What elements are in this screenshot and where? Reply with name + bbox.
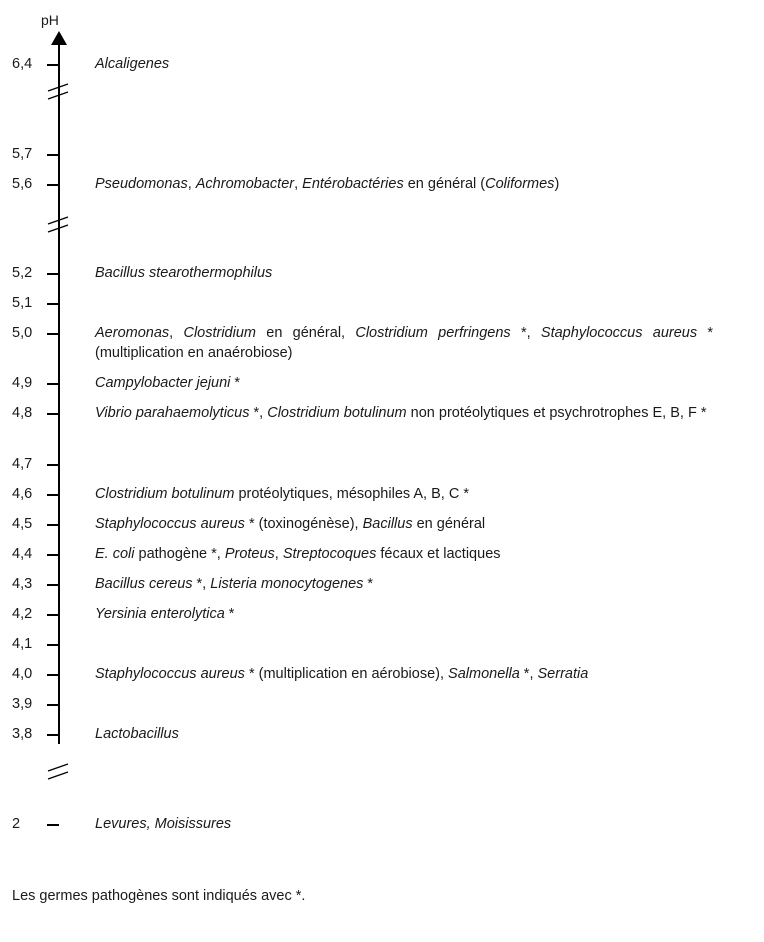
entry-text: *, xyxy=(519,666,538,682)
organism-name: Vibrio parahaemolyticus xyxy=(95,405,250,421)
organism-name: Listeria monocytogenes xyxy=(210,576,364,592)
tick-mark xyxy=(47,273,59,275)
entry-text: *, xyxy=(192,576,211,592)
organism-entry xyxy=(95,514,713,534)
tick-mark xyxy=(47,184,59,186)
tick-mark xyxy=(47,704,59,706)
organism-entry xyxy=(95,664,713,684)
axis-title: pH xyxy=(41,12,59,28)
organism-entry xyxy=(95,174,713,194)
entry-text: ) xyxy=(554,176,560,192)
organism-entry xyxy=(95,544,713,564)
tick-mark xyxy=(47,154,59,156)
organism-name: E. coli xyxy=(95,546,135,562)
organism-entry xyxy=(95,373,713,393)
organism-entry xyxy=(95,574,713,594)
tick-label: 4,5 xyxy=(12,516,33,532)
organism-name: Coliformes xyxy=(485,176,555,192)
tick-label: 4,2 xyxy=(12,606,33,622)
organism-name: Yersinia enterolytica xyxy=(95,606,225,622)
organism-name: Alcaligenes xyxy=(95,56,170,72)
tick-mark xyxy=(47,333,59,335)
entry-text: fécaux et lactiques xyxy=(376,546,501,562)
organism-entry xyxy=(95,484,713,504)
tick-mark xyxy=(47,464,59,466)
organism-entry xyxy=(95,323,713,363)
tick-mark xyxy=(47,584,59,586)
tick-mark xyxy=(47,824,59,826)
organism-name: Achromobacter xyxy=(195,176,295,192)
organism-name: Clostridium botulinum xyxy=(95,486,235,502)
tick-mark xyxy=(47,64,59,66)
tick-label: 4,4 xyxy=(12,546,33,562)
tick-mark xyxy=(47,644,59,646)
tick-mark xyxy=(47,734,59,736)
entry-text: , xyxy=(187,176,196,192)
tick-label: 5,6 xyxy=(12,176,33,192)
axis-break-icon xyxy=(46,83,70,101)
axis-arrow-icon xyxy=(51,31,67,45)
tick-label: 4,1 xyxy=(12,636,33,652)
entry-text: * xyxy=(230,375,241,391)
organism-name: Bacillus stearothermophilus xyxy=(95,265,273,281)
entry-text: en général, xyxy=(255,325,356,341)
entry-text: * (toxinogénèse), xyxy=(244,516,363,532)
entry-text: * xyxy=(224,606,235,622)
organism-name: Clostridium perfringens xyxy=(355,325,511,341)
tick-mark xyxy=(47,554,59,556)
tick-mark xyxy=(47,674,59,676)
tick-label: 4,0 xyxy=(12,666,33,682)
organism-name: Clostridium xyxy=(183,325,256,341)
organism-name: Pseudomonas xyxy=(95,176,188,192)
organism-name: Salmonella xyxy=(448,666,520,682)
organism-entry xyxy=(95,263,713,283)
organism-name: Staphylococcus aureus xyxy=(540,325,698,341)
entry-text: *, xyxy=(510,325,541,341)
organism-name: Aeromonas xyxy=(95,325,170,341)
organism-name: Levures, Moisissures xyxy=(95,816,232,832)
tick-label: 3,9 xyxy=(12,696,33,712)
tick-label: 5,2 xyxy=(12,265,33,281)
tick-label: 5,7 xyxy=(12,146,33,162)
tick-label: 5,0 xyxy=(12,325,33,341)
organism-name: Staphylococcus aureus xyxy=(95,666,245,682)
tick-label: 4,6 xyxy=(12,486,33,502)
organism-name: Proteus xyxy=(224,546,275,562)
tick-label: 3,8 xyxy=(12,726,33,742)
organism-entry xyxy=(95,814,713,834)
tick-mark xyxy=(47,383,59,385)
organism-name: Serratia xyxy=(537,666,589,682)
organism-entry xyxy=(95,724,713,744)
axis-line xyxy=(58,44,60,744)
organism-entry xyxy=(95,403,713,423)
organism-name: Campylobacter jejuni xyxy=(95,375,231,391)
entry-text: non protéolytiques et psychrotrophes E, B, F * xyxy=(406,405,707,421)
organism-name: Streptocoques xyxy=(282,546,377,562)
tick-label: 2 xyxy=(12,816,21,832)
organism-name: Staphylococcus aureus xyxy=(95,516,245,532)
tick-mark xyxy=(47,494,59,496)
tick-label: 5,1 xyxy=(12,295,33,311)
organism-entry xyxy=(95,54,713,74)
organism-name: Lactobacillus xyxy=(95,726,179,742)
axis-break-icon xyxy=(46,216,70,234)
tick-mark xyxy=(47,413,59,415)
tick-label: 4,9 xyxy=(12,375,33,391)
axis-break-icon xyxy=(46,763,70,781)
organism-name: Clostridium botulinum xyxy=(267,405,407,421)
tick-label: 4,3 xyxy=(12,576,33,592)
entry-text: protéolytiques, mésophiles A, B, C * xyxy=(234,486,469,502)
entry-text: * xyxy=(363,576,374,592)
entry-text: pathogène *, xyxy=(134,546,225,562)
entry-text: * (multiplication en aérobiose), xyxy=(244,666,449,682)
organism-name: Entérobactéries xyxy=(302,176,404,192)
organism-entry xyxy=(95,604,713,624)
organism-name: Bacillus xyxy=(362,516,413,532)
tick-mark xyxy=(47,524,59,526)
tick-label: 4,7 xyxy=(12,456,33,472)
organism-name: Bacillus cereus xyxy=(95,576,193,592)
entry-text: , xyxy=(169,325,184,341)
entry-text: , xyxy=(274,546,283,562)
entry-text: en général ( xyxy=(403,176,486,192)
entry-text: , xyxy=(294,176,303,192)
entry-text: en général xyxy=(412,516,486,532)
tick-mark xyxy=(47,303,59,305)
entry-text: * (multiplication en anaérobiose) xyxy=(95,325,714,361)
tick-label: 4,8 xyxy=(12,405,33,421)
tick-mark xyxy=(47,614,59,616)
footnote: Les germes pathogènes sont indiqués avec *. xyxy=(12,888,306,904)
tick-label: 6,4 xyxy=(12,56,33,72)
entry-text: *, xyxy=(249,405,268,421)
